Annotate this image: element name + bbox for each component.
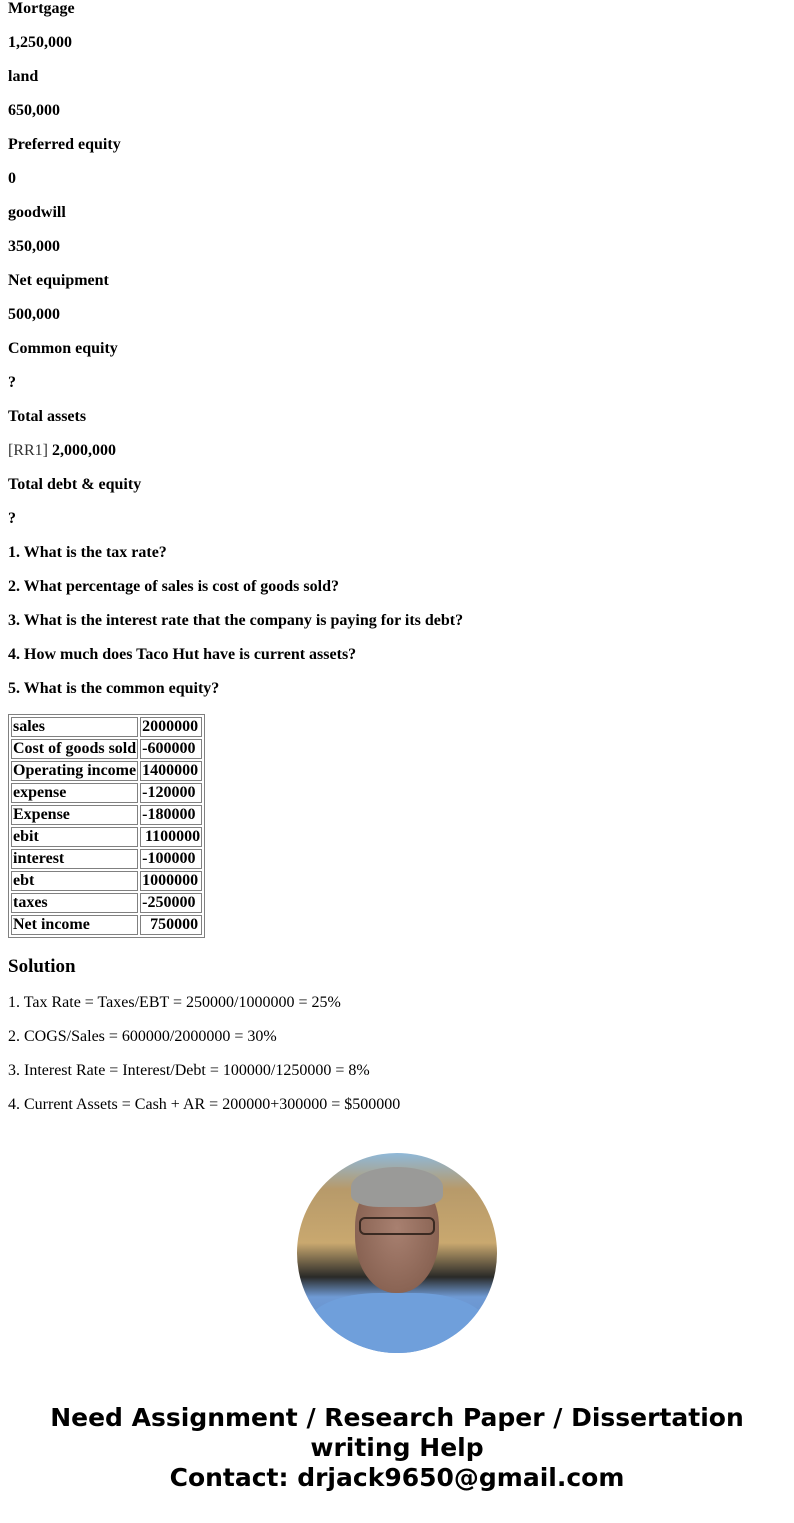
bs-label-land: land: [8, 68, 39, 85]
table-row: [11, 915, 202, 935]
bs-value-land: 650,000: [8, 102, 60, 119]
table-row: [11, 761, 202, 781]
table-row: [11, 805, 202, 825]
solution-line-3: 3. Interest Rate = Interest/Debt = 100000/1250000 = 8%: [8, 1062, 370, 1079]
promo-contact: Contact: drjack9650@gmail.com: [169, 1463, 625, 1492]
bs-value-total-assets: 2,000,000: [52, 442, 116, 459]
question-2: 2. What percentage of sales is cost of goods sold?: [8, 578, 339, 595]
bs-label-net-equipment: Net equipment: [8, 272, 109, 289]
question-3: 3. What is the interest rate that the company is paying for its debt?: [8, 612, 464, 629]
bs-value-net-equipment: 500,000: [8, 306, 60, 323]
solution-line-4: 4. Current Assets = Cash + AR = 200000+300000 = $500000: [8, 1096, 401, 1113]
table-row: [11, 893, 202, 913]
bs-value-total-debt-equity: ?: [8, 510, 16, 527]
income-statement-table: [8, 714, 205, 938]
row-value: -250000: [140, 893, 202, 913]
bs-label-preferred-equity: Preferred equity: [8, 136, 121, 153]
table-row: [11, 849, 202, 869]
question-4: 4. How much does Taco Hut have is current assets?: [8, 646, 357, 663]
table-row: [11, 783, 202, 803]
row-label: Cost of goods sold: [13, 740, 137, 757]
promo-line-1: Need Assignment / Research Paper / Dissertation: [50, 1403, 744, 1432]
row-value: 750000: [140, 915, 202, 935]
row-label: Net income: [11, 915, 138, 935]
row-label: expense: [11, 783, 138, 803]
row-label: sales: [11, 717, 138, 737]
avatar-hair: [351, 1167, 443, 1207]
table-row: [11, 871, 202, 891]
bs-label-total-debt-equity: Total debt & equity: [8, 476, 142, 493]
row-value: 1000000: [140, 871, 202, 891]
row-label: Operating income: [11, 761, 138, 781]
avatar: [297, 1153, 497, 1353]
solution-line-2: 2. COGS/Sales = 600000/2000000 = 30%: [8, 1028, 277, 1045]
row-value: 1100000: [140, 827, 202, 847]
row-label: ebit: [11, 827, 138, 847]
avatar-shirt: [307, 1293, 487, 1353]
comment-ref-rr1: [RR1]: [8, 442, 48, 459]
bs-label-mortgage: Mortgage: [8, 0, 75, 17]
question-1: 1. What is the tax rate?: [8, 544, 167, 561]
avatar-glasses: [359, 1217, 435, 1235]
solution-line-1: 1. Tax Rate = Taxes/EBT = 250000/1000000 = 25%: [8, 994, 341, 1011]
promo-banner: [0, 1403, 794, 1493]
table-row: [11, 827, 202, 847]
table-row: [11, 739, 202, 759]
row-value: -180000: [140, 805, 202, 825]
solution-heading: Solution: [8, 956, 76, 977]
bs-value-preferred-equity: 0: [8, 170, 16, 187]
row-label: taxes: [11, 893, 138, 913]
bs-label-total-assets: Total assets: [8, 408, 87, 425]
bs-label-goodwill: goodwill: [8, 204, 66, 221]
table-row: [11, 717, 202, 737]
row-label: interest: [11, 849, 138, 869]
row-value: 2000000: [140, 717, 202, 737]
promo-line-2: writing Help: [310, 1433, 484, 1462]
author-photo: [297, 1153, 497, 1353]
question-5: 5. What is the common equity?: [8, 680, 220, 697]
bs-value-mortgage: 1,250,000: [8, 34, 72, 51]
row-label: Expense: [11, 805, 138, 825]
bs-value-goodwill: 350,000: [8, 238, 60, 255]
bs-value-total-assets-row: [8, 442, 786, 460]
row-value: -120000: [140, 783, 202, 803]
document-body: [8, 0, 786, 1130]
row-value: 1400000: [140, 761, 202, 781]
bs-value-common-equity: ?: [8, 374, 16, 391]
row-value: -100000: [140, 849, 202, 869]
row-value: -600000: [140, 739, 202, 759]
row-label: ebt: [11, 871, 138, 891]
bs-label-common-equity: Common equity: [8, 340, 118, 357]
